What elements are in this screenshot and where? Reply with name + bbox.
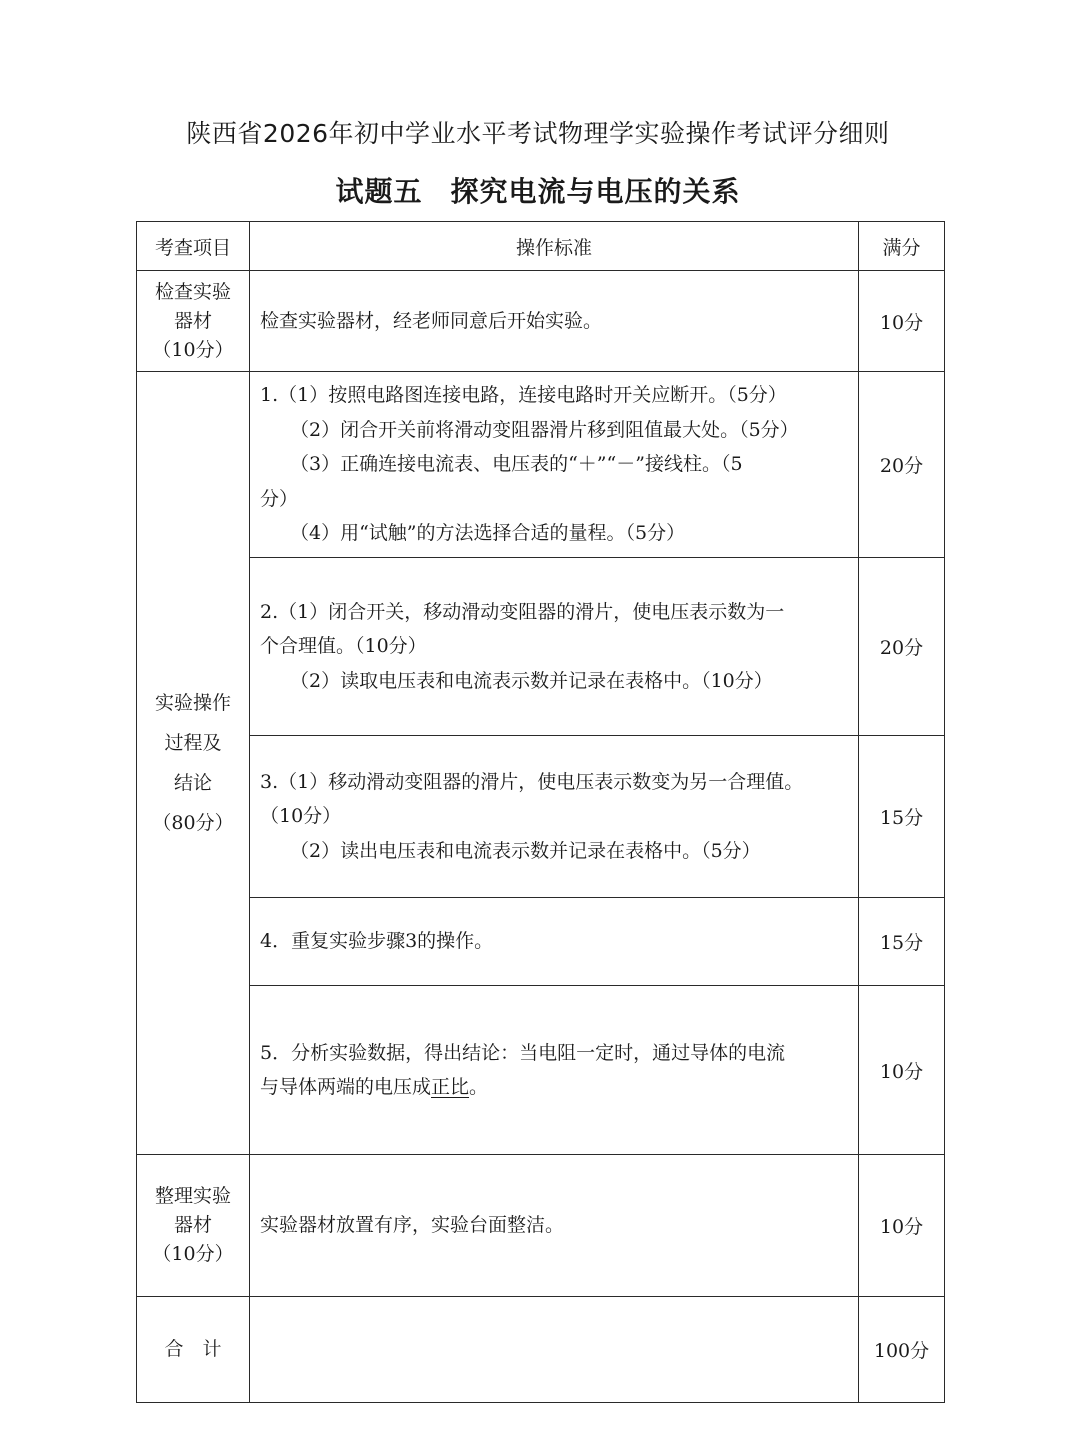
score-step4: 15分 — [859, 898, 945, 986]
score-tidy: 10分 — [859, 1155, 945, 1297]
standard-tidy: 实验器材放置有序，实验台面整洁。 — [250, 1155, 859, 1297]
standard-step1: 1.（1）按照电路图连接电路，连接电路时开关应断开。（5分） （2）闭合开关前将滑动变阻器滑片移到阻值最大处。（5分） （3）正确连接电流表、电压表的“＋”“－”接线柱。（5 分） （4）用“试触”的方法选择合适的量程。（5分） — [250, 372, 859, 558]
standard-step3: 3.（1）移动滑动变阻器的滑片，使电压表示数变为另一合理值。 （10分） （2）读出电压表和电流表示数并记录在表格中。（5分） — [250, 736, 859, 898]
score-total: 100分 — [859, 1297, 945, 1403]
score-check: 10分 — [859, 271, 945, 372]
question-topic: 探究电流与电压的关系 — [450, 175, 741, 208]
item-check: 检查实验 器材 （10分） — [137, 271, 250, 372]
standard-step2: 2.（1）闭合开关，移动滑动变阻器的滑片，使电压表示数为一 个合理值。（10分） （2）读取电压表和电流表示数并记录在表格中。（10分） — [250, 558, 859, 736]
score-step3: 15分 — [859, 736, 945, 898]
standard-step5: 5．分析实验数据，得出结论：当电阻一定时，通过导体的电流 与导体两端的电压成正比。 — [250, 986, 859, 1155]
standard-total — [250, 1297, 859, 1403]
standard-step4: 4．重复实验步骤3的操作。 — [250, 898, 859, 986]
header-standard: 操作标准 — [250, 222, 859, 271]
standard-check: 检查实验器材，经老师同意后开始实验。 — [250, 271, 859, 372]
item-experiment: 实验操作 过程及 结论 （80分） — [137, 372, 250, 1155]
question-title — [0, 170, 1076, 210]
header-item: 考查项目 — [137, 222, 250, 271]
item-tidy: 整理实验 器材 （10分） — [137, 1155, 250, 1297]
table-row-total — [137, 1297, 945, 1403]
table-row-tidy — [137, 1155, 945, 1297]
header-score: 满分 — [859, 222, 945, 271]
answer-underlined: 正比 — [431, 1076, 470, 1098]
table-row-step4 — [137, 898, 945, 986]
score-step1: 20分 — [859, 372, 945, 558]
table-header-row — [137, 222, 945, 271]
table-row-step3 — [137, 736, 945, 898]
item-total: 合 计 — [137, 1297, 250, 1403]
question-number: 试题五 — [335, 175, 423, 208]
page-title: 陕西省2026年初中学业水平考试物理学实验操作考试评分细则 — [186, 119, 890, 148]
score-step2: 20分 — [859, 558, 945, 736]
table-row-step5 — [137, 986, 945, 1155]
table-row-check — [137, 271, 945, 372]
table-row-step1 — [137, 372, 945, 558]
scoring-table — [136, 221, 945, 1403]
score-step5: 10分 — [859, 986, 945, 1155]
table-row-step2 — [137, 558, 945, 736]
